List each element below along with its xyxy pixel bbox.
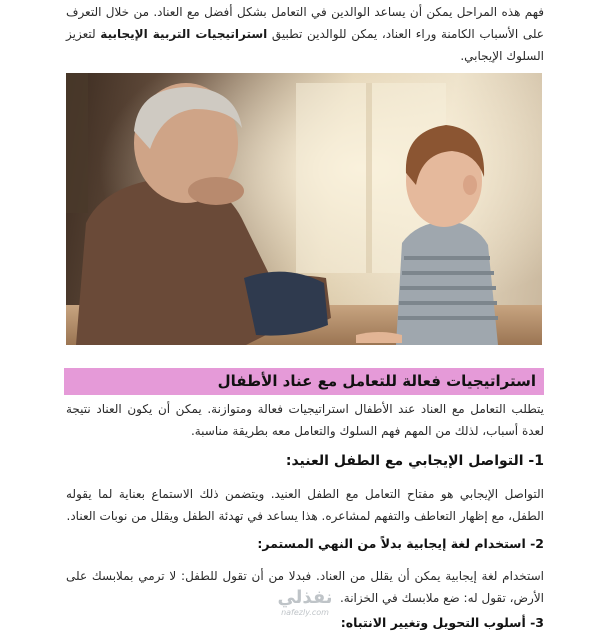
- item-1-paragraph: التواصل الإيجابي هو مفتاح التعامل مع الطفل العنيد. ويتضمن ذلك الاستماع بعناية لما يقوله الطفل، مع إظهار التعاطف والتفهم لمشاعره. هذا يساعد في تهدئة الطفل ويقلل من نوبات العناد.: [66, 487, 544, 523]
- watermark-arabic: نفذلي: [277, 587, 333, 608]
- item-2-heading: 2- استخدام لغة إيجابية بدلاً من النهي المستمر:: [257, 536, 544, 551]
- item-3-heading: 3- أسلوب التحويل وتغيير الانتباه:: [340, 615, 544, 630]
- section-intro-paragraph: يتطلب التعامل مع العناد عند الأطفال استراتيجيات فعالة ومتوازنة. يمكن أن يكون العناد نتيجة لعدة أسباب، لذلك من المهم فهم السلوك والتعامل معه بطريقة مناسبة.: [66, 402, 544, 438]
- watermark-latin: nafezly.com: [281, 608, 329, 617]
- item-2-paragraph: استخدام لغة إيجابية يمكن أن يقلل من العناد. فبدلا من أن تقول للطفل: لا ترمي بملابسك على الأرض، تقول له: ضع ملابسك في الخزانة.: [66, 569, 544, 605]
- site-watermark: [262, 588, 348, 618]
- intro-paragraph: [66, 1, 544, 67]
- intro-text-start: فهم هذه المراحل يمكن أن يساعد الوالدين في التعامل بشكل أفضل مع العناد. من خلال التعرف على الأسباب الكامنة وراء العناد، يمكن للوالدين تطبيق: [66, 5, 544, 41]
- item-1-heading: 1- التواصل الإيجابي مع الطفل العنيد:: [285, 453, 544, 469]
- intro-bold-term: استراتيجيات التربية الإيجابية: [100, 27, 268, 41]
- section-header-bar: [64, 368, 544, 395]
- section-title: استراتيجيات فعالة للتعامل مع عناد الأطفال: [217, 372, 536, 390]
- grandfather-child-photo: [66, 73, 542, 345]
- intro-text-end: لتعزيز السلوك الإيجابي.: [66, 27, 544, 63]
- article-photo: [66, 73, 542, 345]
